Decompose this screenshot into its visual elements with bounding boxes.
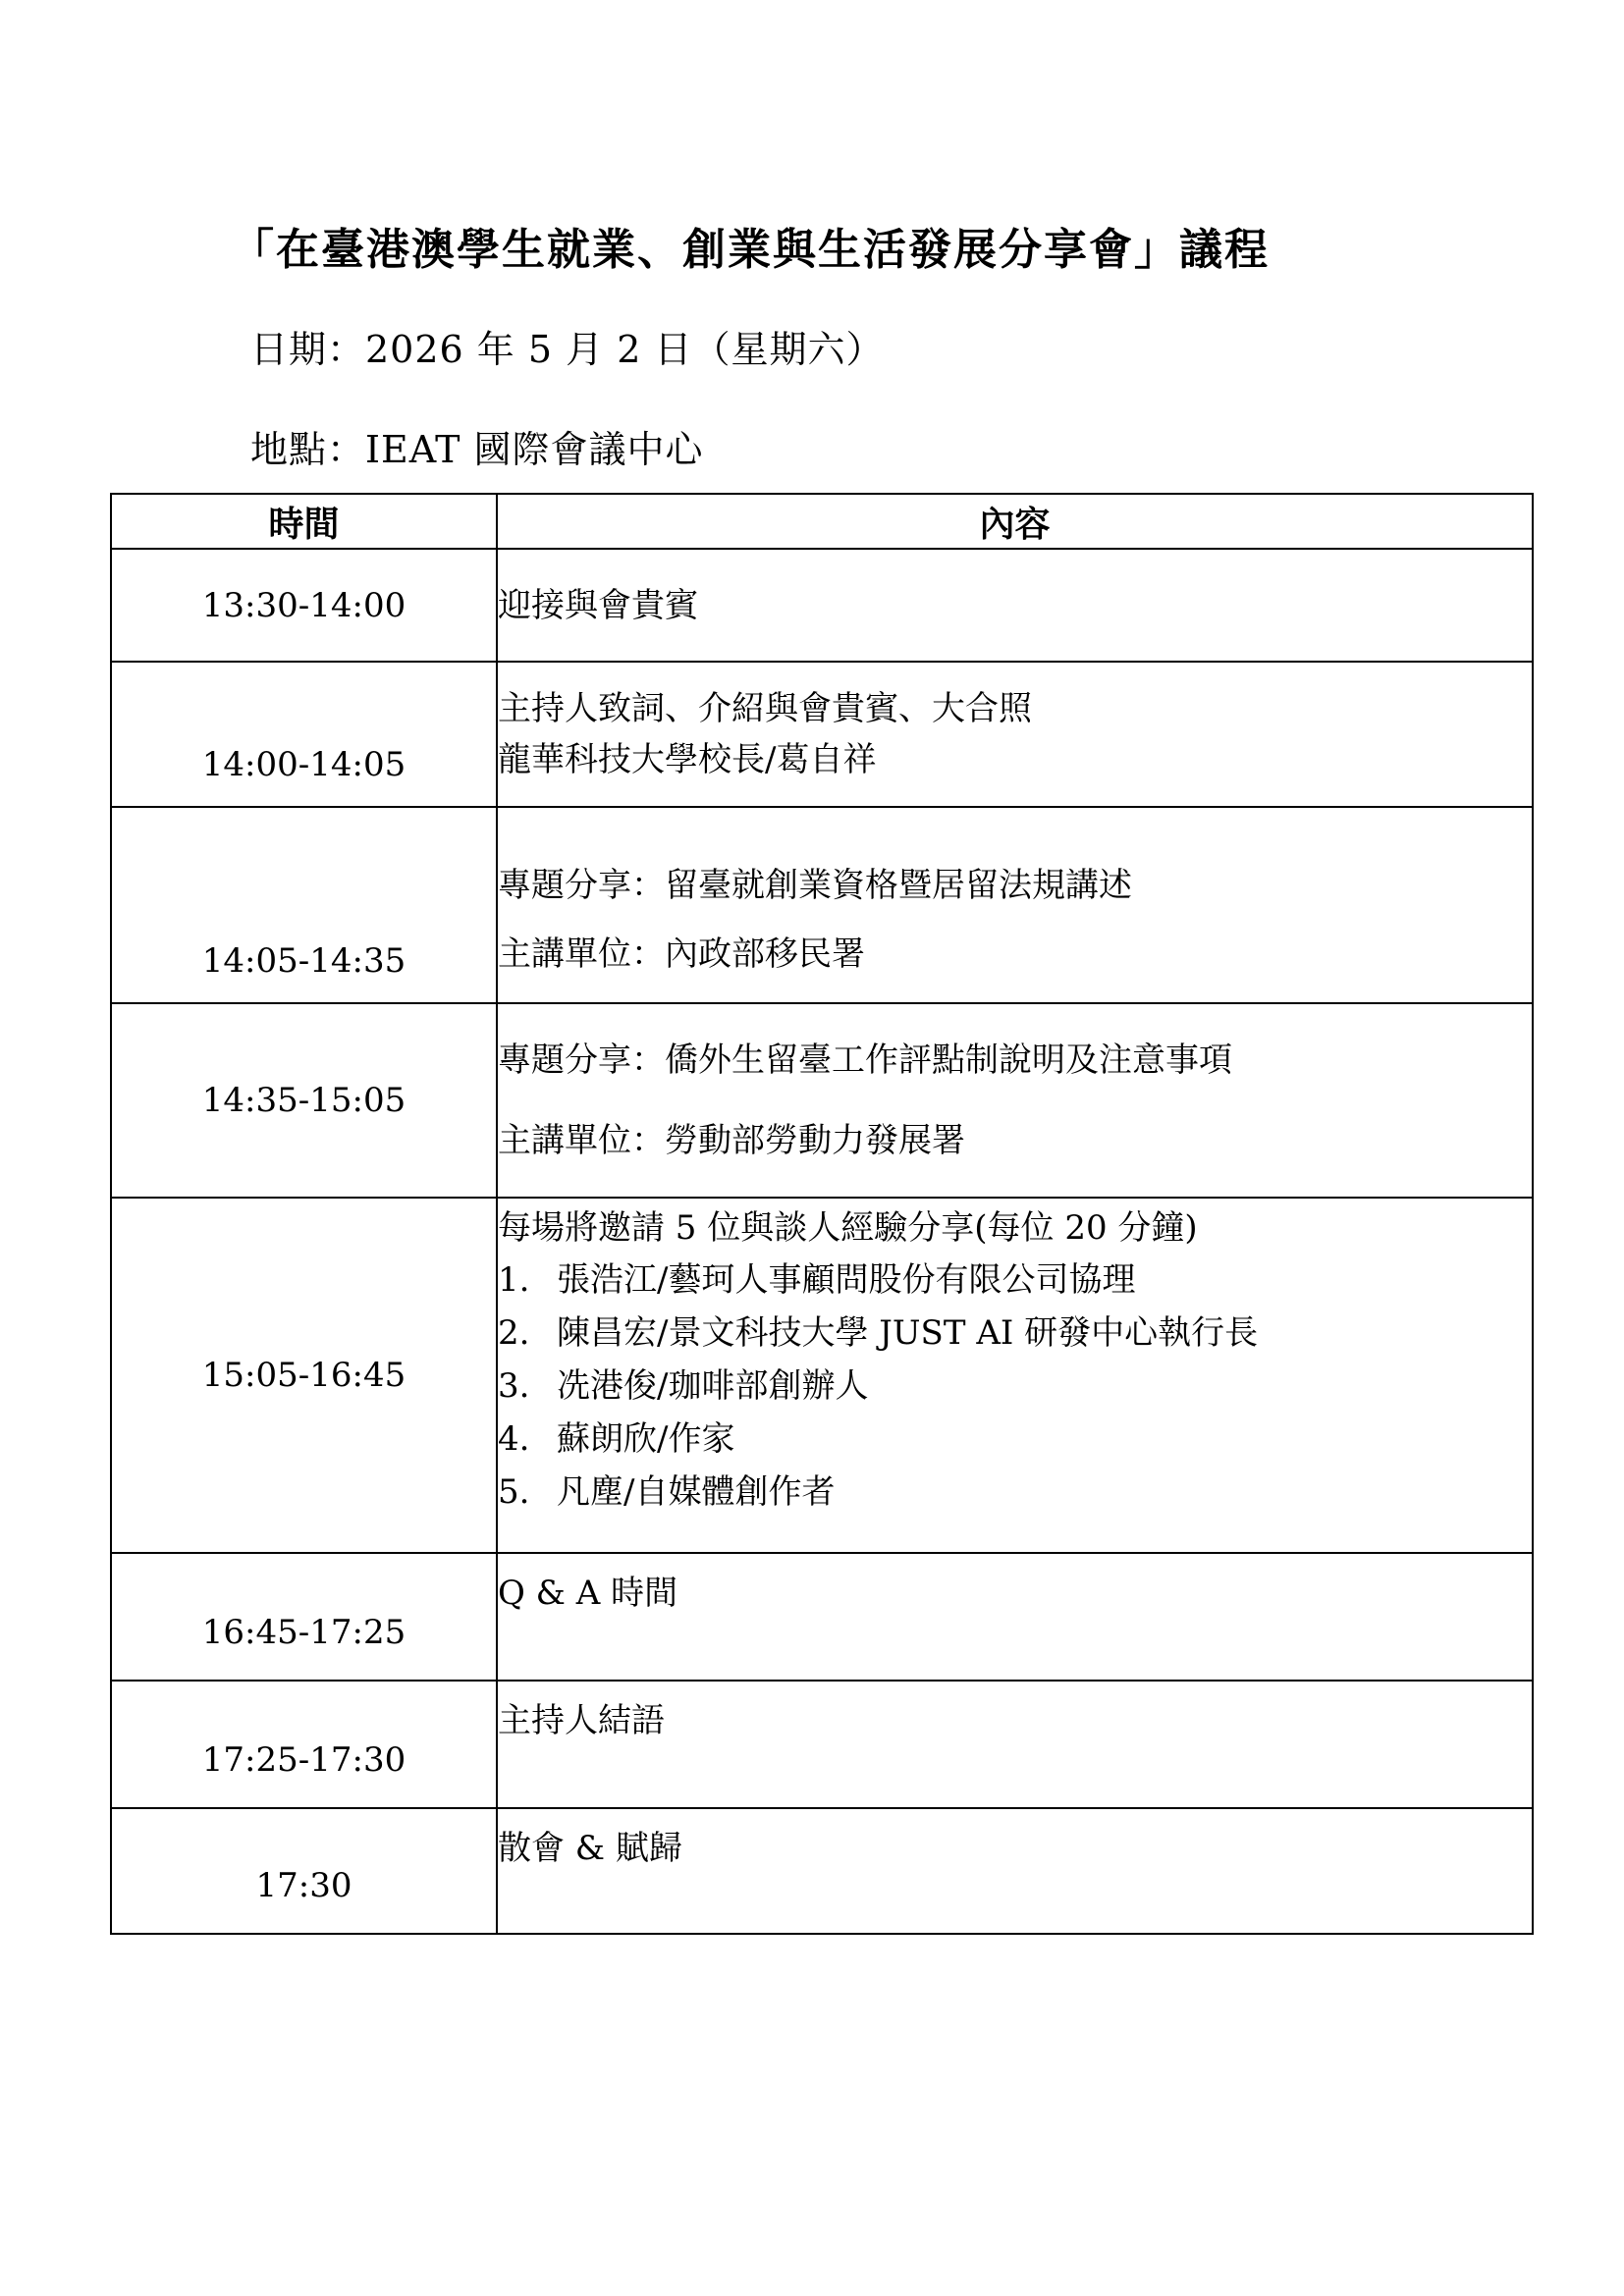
row-content [497, 662, 1533, 807]
row-content [497, 1808, 1533, 1934]
speaker-text: 凡塵/自媒體創作者 [557, 1472, 836, 1512]
content-line: 主講單位：勞動部勞動力發展署 [498, 1121, 965, 1160]
row-content [497, 1681, 1533, 1808]
column-header-time: 時間 [111, 494, 497, 549]
content-line: 主持人致詞、介紹與會貴賓、大合照 [498, 689, 1032, 728]
table-row [111, 662, 1533, 807]
row-time: 14:35-15:05 [111, 1003, 497, 1198]
table-row [111, 1808, 1533, 1934]
table-row [111, 549, 1533, 662]
content-line: 主講單位：內政部移民署 [498, 934, 865, 974]
table-row [111, 1198, 1533, 1553]
content-line: 專題分享：留臺就創業資格暨居留法規講述 [498, 866, 1132, 905]
list-number: 4. [498, 1419, 530, 1459]
agenda-table [110, 493, 1534, 1935]
list-item [498, 1466, 1532, 1519]
speaker-list [498, 1254, 1532, 1519]
content-line: 每場將邀請 5 位與談人經驗分享(每位 20 分鐘) [498, 1208, 1198, 1248]
speaker-text: 張浩江/藝珂人事顧問股份有限公司協理 [557, 1260, 1136, 1300]
list-number: 2. [498, 1313, 530, 1353]
content-line: 迎接與會貴賓 [498, 585, 698, 625]
row-time: 16:45-17:25 [111, 1553, 497, 1681]
row-time: 17:25-17:30 [111, 1681, 497, 1808]
list-item [498, 1307, 1532, 1360]
row-content [497, 1553, 1533, 1681]
row-content [497, 549, 1533, 662]
speaker-text: 蘇朗欣/作家 [557, 1419, 735, 1459]
list-number: 1. [498, 1260, 530, 1300]
list-number: 3. [498, 1366, 530, 1406]
list-number: 5. [498, 1472, 530, 1512]
content-line: 龍華科技大學校長/葛自祥 [498, 740, 877, 779]
content-line: 散會 & 賦歸 [498, 1829, 682, 1868]
row-content [497, 1198, 1533, 1553]
row-time: 13:30-14:00 [111, 549, 497, 662]
table-row [111, 1003, 1533, 1198]
table-header-row [111, 494, 1533, 549]
speaker-text: 冼港俊/珈啡部創辦人 [557, 1366, 869, 1406]
list-item [498, 1254, 1532, 1307]
row-content [497, 807, 1533, 1003]
row-time: 15:05-16:45 [111, 1198, 497, 1553]
speaker-text: 陳昌宏/景文科技大學 JUST AI 研發中心執行長 [557, 1313, 1259, 1353]
agenda-title: 「在臺港澳學生就業、創業與生活發展分享會」議程 [231, 225, 1270, 275]
content-line: 主持人結語 [498, 1701, 665, 1740]
table-row [111, 1553, 1533, 1681]
table-row [111, 1681, 1533, 1808]
row-time: 14:00-14:05 [111, 662, 497, 807]
row-time: 14:05-14:35 [111, 807, 497, 1003]
content-line: 專題分享：僑外生留臺工作評點制說明及注意事項 [498, 1041, 1232, 1080]
column-header-content: 內容 [497, 494, 1533, 549]
content-line: Q & A 時間 [498, 1574, 678, 1613]
event-venue: 地點：IEAT 國際會議中心 [250, 428, 704, 471]
list-item [498, 1360, 1532, 1413]
table-row [111, 807, 1533, 1003]
row-time: 17:30 [111, 1808, 497, 1934]
row-content [497, 1003, 1533, 1198]
event-date: 日期：2026 年 5 月 2 日（星期六） [250, 328, 885, 371]
list-item [498, 1413, 1532, 1466]
